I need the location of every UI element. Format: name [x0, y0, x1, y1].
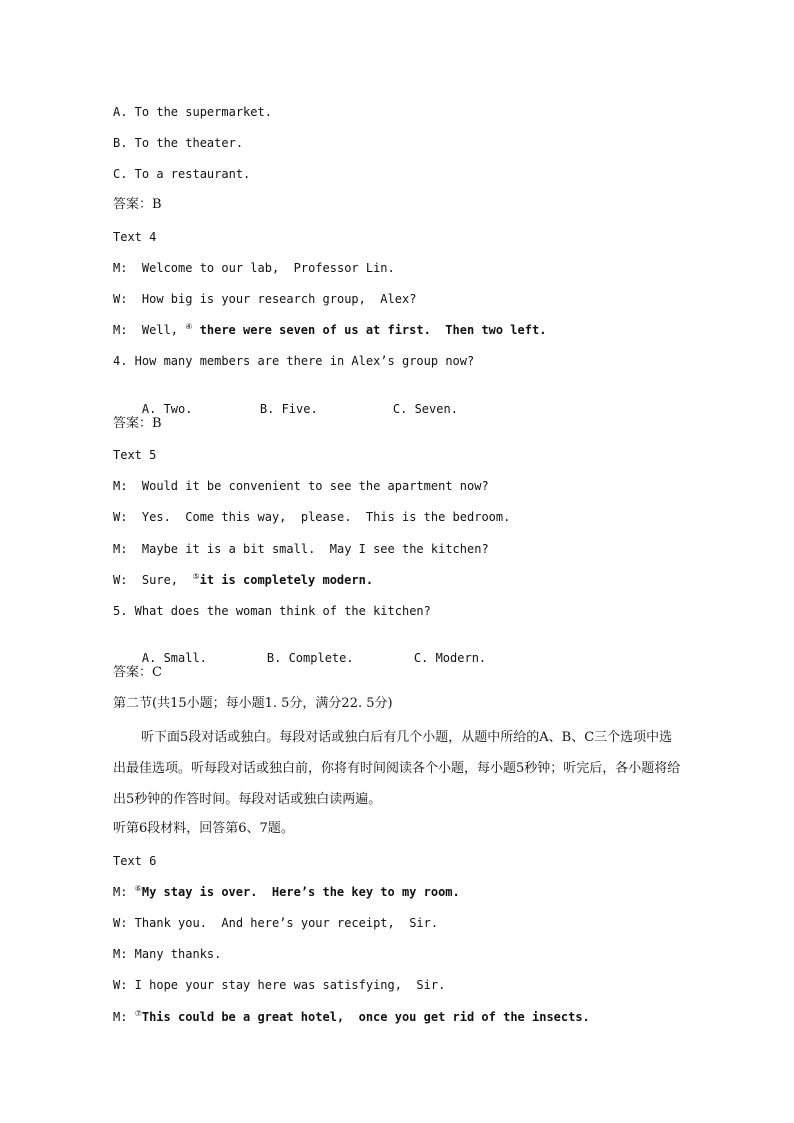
- speaker-text: M:: [113, 885, 135, 899]
- option-c: C. Modern.: [413, 651, 487, 665]
- text-4-heading: Text 4: [113, 230, 157, 244]
- dialogue-line: M: Many thanks.: [113, 947, 222, 961]
- option-c: C. To a restaurant.: [113, 167, 251, 181]
- dialogue-line: W: I hope your stay here was satisfying, Sir.: [113, 978, 446, 992]
- question-4: 4. How many members are there in Alex’s group now?: [113, 354, 475, 368]
- option-b: B. Five.: [259, 402, 318, 416]
- option-a: A. Small.: [141, 651, 207, 665]
- question-5: 5. What does the woman think of the kitchen?: [113, 604, 431, 618]
- dialogue-line-key: [113, 884, 460, 900]
- dialogue-line: W: Yes. Come this way, please. This is the bedroom.: [113, 510, 511, 524]
- dialogue-line-key: [113, 322, 546, 338]
- option-c: C. Seven.: [392, 402, 458, 416]
- marker-6: ⑥: [134, 884, 142, 893]
- key-sentence: it is completely modern.: [199, 573, 374, 587]
- key-sentence: there were seven of us at first. Then two left.: [192, 323, 547, 337]
- dialogue-line: W: How big is your research group, Alex?: [113, 292, 417, 306]
- marker-5: ⑤: [192, 572, 200, 581]
- text-5-heading: Text 5: [113, 448, 157, 462]
- key-sentence: This could be a great hotel, once you get rid of the insects.: [141, 1010, 590, 1024]
- speaker-text: M:: [113, 1010, 135, 1024]
- key-sentence: My stay is over. Here’s the key to my room.: [141, 885, 460, 899]
- text-6-heading: Text 6: [113, 854, 157, 868]
- option-a: A. Two.: [141, 402, 193, 416]
- dialogue-line: M: Welcome to our lab, Professor Lin.: [113, 261, 395, 275]
- material-instruction: 听第6段材料，回答第6、7题。: [113, 821, 294, 836]
- instructions-paragraph: 听下面5段对话或独白。每段对话或独白后有几个小题，从题中所给的A、B、C三个选项中选出最佳选项。听每段对话或独白前，你将有时间阅读各个小题，每小题5秒钟；听完后，各小题将给出5秒钟的作答时间。每段对话或独白读两遍。: [113, 730, 681, 807]
- dialogue-line: M: Maybe it is a bit small. May I see the kitchen?: [113, 542, 489, 556]
- answer-3: 答案：B: [113, 197, 162, 212]
- dialogue-line: W: Thank you. And here’s your receipt, Sir.: [113, 916, 439, 930]
- section-heading: 第二节(共15小题；每小题1. 5分，满分22. 5分): [113, 696, 393, 711]
- option-b: B. Complete.: [266, 651, 354, 665]
- marker-4: ④: [185, 322, 193, 331]
- options-4: [113, 385, 458, 433]
- speaker-text: M: Well,: [113, 323, 186, 337]
- speaker-text: W: Sure,: [113, 573, 193, 587]
- dialogue-line-key: [113, 1009, 590, 1025]
- option-b: B. To the theater.: [113, 136, 244, 150]
- option-a: A. To the supermarket.: [113, 105, 272, 119]
- marker-7: ⑦: [134, 1009, 142, 1018]
- answer-5: 答案：C: [113, 665, 162, 680]
- options-5: [113, 634, 486, 682]
- dialogue-line: M: Would it be convenient to see the apartment now?: [113, 479, 489, 493]
- dialogue-line-key: [113, 572, 373, 588]
- answer-4: 答案：B: [113, 416, 162, 431]
